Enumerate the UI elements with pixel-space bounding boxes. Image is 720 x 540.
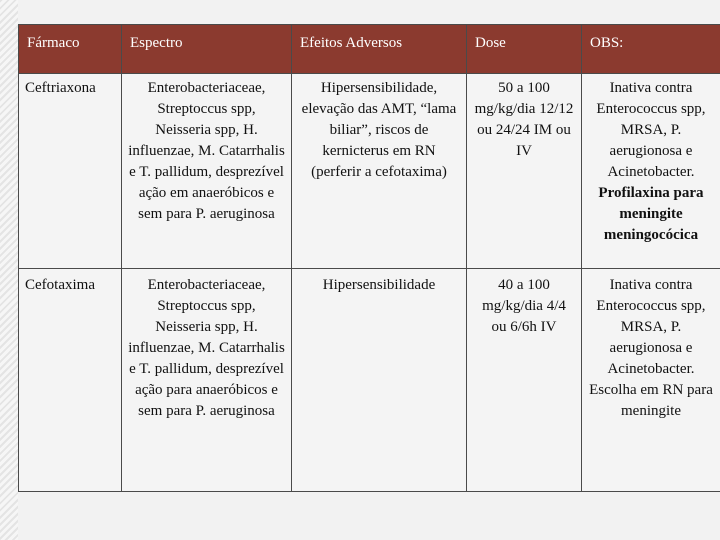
cell-obs (582, 74, 720, 269)
drug-comparison-table (18, 24, 720, 492)
cell-spectrum: Enterobacteriaceae, Streptoccus spp, Neisseria spp, H. influenzae, M. Catarrhalis e T. pallidum, desprezível ação em anaeróbicos e sem para P. aeruginosa (122, 74, 292, 269)
cell-adverse-effects: Hipersensibilidade, elevação das AMT, “lama biliar”, riscos de kernicterus em RN (perferir a cefotaxima) (292, 74, 467, 269)
obs-bold-text: Profilaxina para meningite meningocócica (598, 185, 704, 243)
header-espectro: Espectro (122, 25, 292, 74)
decorative-side-stripe (0, 0, 18, 540)
cell-drug: Cefotaxima (19, 269, 122, 492)
header-efeitos-adversos: Efeitos Adversos (292, 25, 467, 74)
table-header-row (19, 25, 720, 74)
header-dose: Dose (467, 25, 582, 74)
obs-text: Inativa contra Enterococcus spp, MRSA, P. aerugionosa e Acinetobacter. (596, 80, 706, 180)
table-row (19, 269, 720, 492)
cell-spectrum: Enterobacteriaceae, Streptoccus spp, Neisseria spp, H. influenzae, M. Catarrhalis e T. pallidum, desprezível ação para anaeróbicos e sem para P. aeruginosa (122, 269, 292, 492)
cell-dose: 50 a 100 mg/kg/dia 12/12 ou 24/24 IM ou IV (467, 74, 582, 269)
cell-adverse-effects: Hipersensibilidade (292, 269, 467, 492)
header-farmaco: Fármaco (19, 25, 122, 74)
table-row (19, 74, 720, 269)
header-obs: OBS: (582, 25, 720, 74)
cell-dose: 40 a 100 mg/kg/dia 4/4 ou 6/6h IV (467, 269, 582, 492)
cell-drug: Ceftriaxona (19, 74, 122, 269)
cell-obs: Inativa contra Enterococcus spp, MRSA, P. aerugionosa e Acinetobacter. Escolha em RN para meningite (582, 269, 720, 492)
